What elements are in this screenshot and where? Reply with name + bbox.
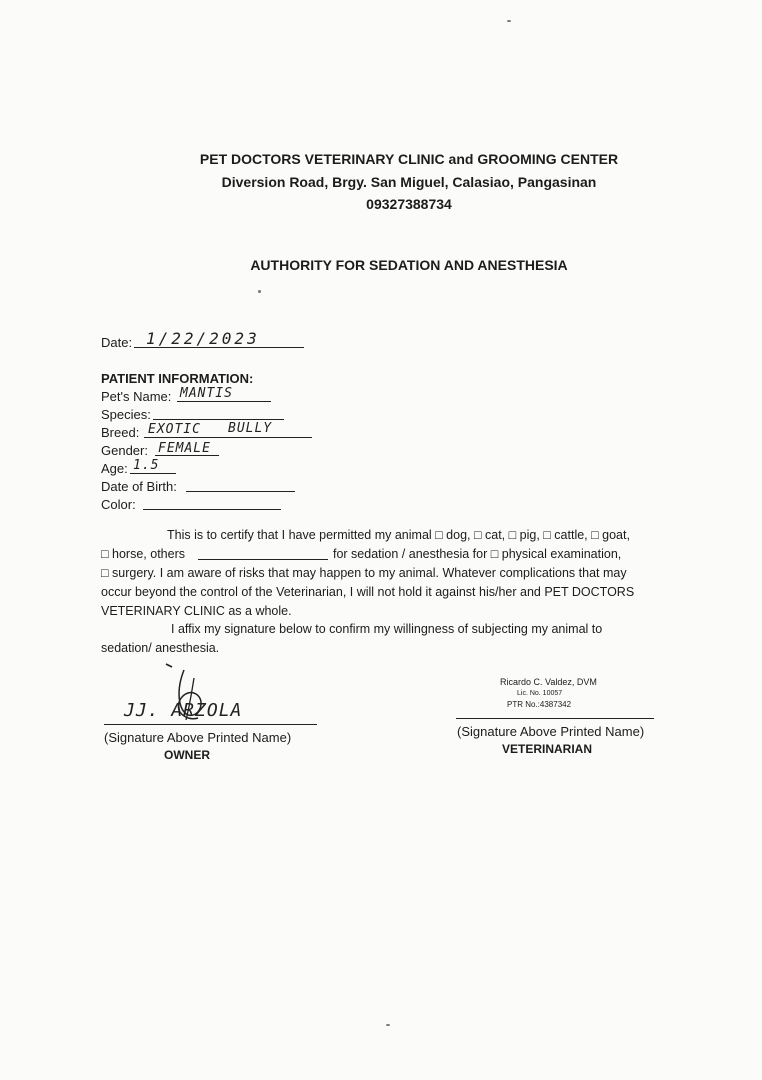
gender-value: FEMALE [158,441,211,456]
consent-line-6: I affix my signature below to confirm my willingness of subjecting my animal to [171,622,603,636]
date-label: Date: [101,335,133,350]
vet-stamp-ptr: PTR No.:4387342 [507,700,572,709]
vet-role: VETERINARIAN [502,742,593,756]
scan-speck [386,1024,390,1026]
clinic-name: PET DOCTORS VETERINARY CLINIC and GROOMING CENTER [199,151,619,167]
color-line [143,509,281,510]
owner-signature-caption: (Signature Above Printed Name) [104,730,292,745]
consent-line-2a: □ horse, others [101,547,185,561]
owner-signature-line [104,724,317,725]
age-value: 1.5 [133,458,160,473]
vet-signature-line [456,718,654,719]
age-line [130,473,176,474]
pets-name-line [177,401,271,402]
clinic-phone: 09327388734 [366,196,452,212]
others-line [198,559,328,560]
species-label: Species: [101,407,151,422]
dob-line [186,491,295,492]
clinic-address: Diversion Road, Brgy. San Miguel, Calasiao, Pangasinan [221,174,597,190]
consent-line-1: This is to certify that I have permitted my animal □ dog, □ cat, □ pig, □ cattle, □ goat, [167,528,630,542]
consent-line-4: occur beyond the control of the Veterinarian, I will not hold it against his/her and PET DOCTORS [101,585,635,599]
breed-value: EXOTIC [148,422,201,437]
breed-label: Breed: [101,425,140,440]
owner-role: OWNER [164,748,210,762]
age-label: Age: [101,461,128,476]
dob-label: Date of Birth: [101,479,177,494]
patient-info-heading: PATIENT INFORMATION: [101,371,254,386]
consent-line-3: □ surgery. I am aware of risks that may happen to my animal. Whatever complications that may [101,566,627,580]
vet-stamp-name: Ricardo C. Valdez, DVM [500,677,597,687]
scan-speck [507,20,511,22]
form-title: AUTHORITY FOR SEDATION AND ANESTHESIA [250,257,568,273]
gender-label: Gender: [101,443,148,458]
scan-speck [258,290,261,293]
color-label: Color: [101,497,136,512]
breed-value-2: BULLY [228,421,273,436]
consent-line-2b: for sedation / anesthesia for □ physical examination, [333,547,622,561]
owner-signature: JJ. ARZOLA [124,700,243,721]
consent-line-7: sedation/ anesthesia. [101,641,220,655]
species-line [153,419,284,420]
consent-line-5: VETERINARY CLINIC as a whole. [101,604,292,618]
date-value: 1/22/2023 [146,329,260,348]
pets-name-value: MANTIS [180,386,233,401]
vet-signature-caption: (Signature Above Printed Name) [457,724,645,739]
vet-stamp-license: Lic. No. 10057 [517,690,563,697]
pets-name-label: Pet's Name: [101,389,172,404]
breed-line [144,437,312,438]
